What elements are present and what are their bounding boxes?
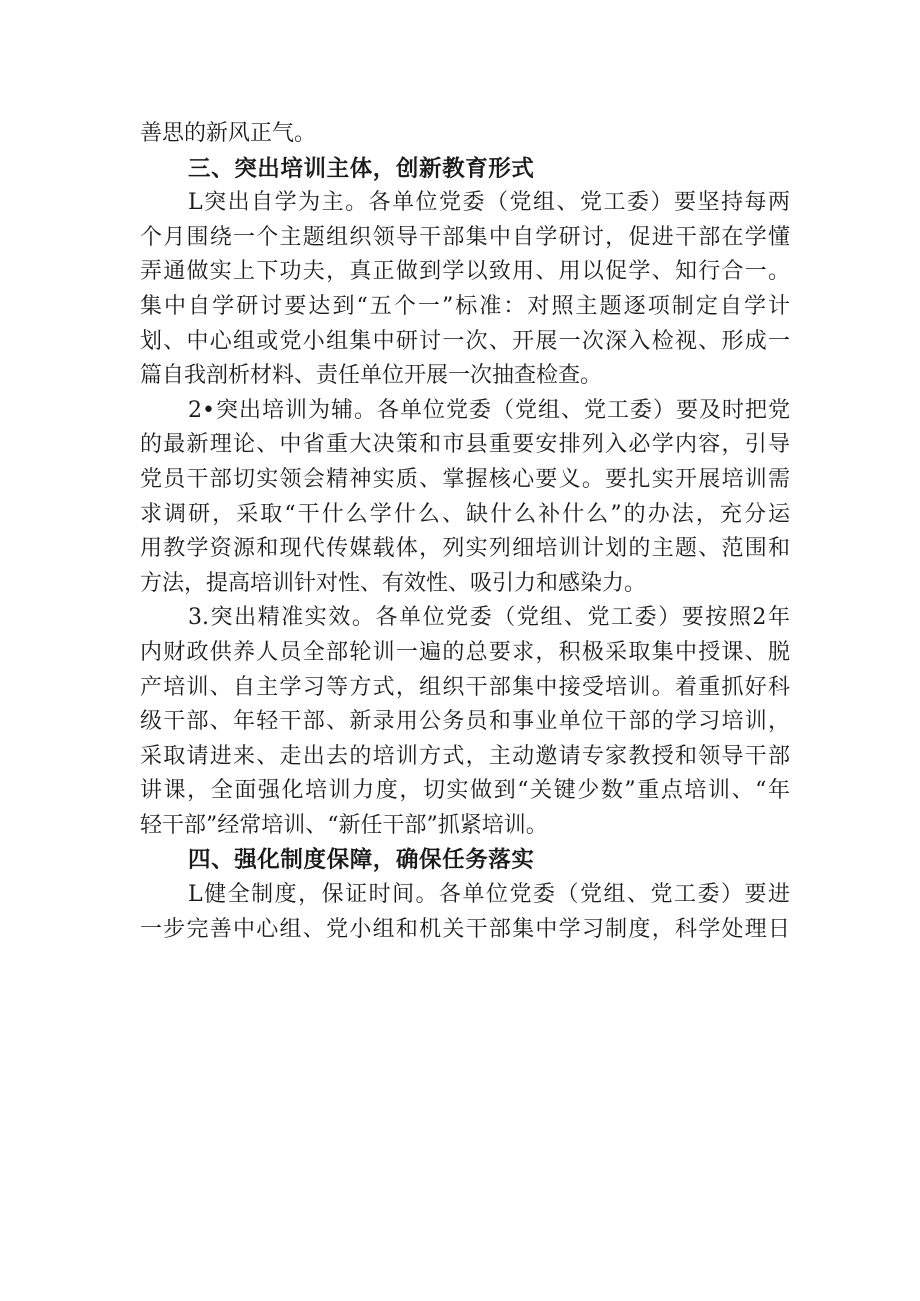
paragraph-line: 个月围绕一个主题组织领导干部集中自学研讨，促进干部在学懂 (140, 224, 790, 250)
paragraph-line: 方法，提高培训针对性、有效性、吸引力和感染力。 (140, 570, 647, 596)
paragraph-line: L突出自学为主。各单位党委（党组、党工委）要坚持每两 (188, 190, 790, 216)
paragraph-line: 篇自我剖析材料、责任单位开展一次抽查检查。 (140, 363, 603, 389)
paragraph-end-line: 善思的新风正气。 (140, 121, 317, 146)
paragraph-line: 轻干部”经常培训、“新任干部”抓紧培训。 (140, 812, 548, 838)
paragraph-line: 党员干部切实领会精神实质、掌握核心要义。要扎实开展培训需 (140, 466, 790, 492)
paragraph-line: 产培训、自主学习等方式，组织干部集中接受培训。着重抓好科 (140, 674, 790, 700)
section-heading-3: 三、突出培训主体，创新教育形式 (188, 155, 535, 182)
section-heading-4: 四、强化制度保障，确保任务落实 (188, 847, 535, 874)
paragraph-line: 内财政供养人员全部轮训一遍的总要求，积极采取集中授课、脱 (140, 639, 790, 665)
paragraph-line: 3.突出精准实效。各单位党委（党组、党工委）要按照2年 (188, 605, 790, 631)
paragraph-line: 讲课，全面强化培训力度，切实做到“关键少数”重点培训、“年 (140, 778, 790, 804)
paragraph-line: L健全制度，保证时间。各单位党委（党组、党工委）要进 (188, 882, 790, 908)
paragraph-line: 求调研，采取“干什么学什么、缺什么补什么”的办法，充分运 (140, 501, 790, 527)
paragraph-line: 的最新理论、中省重大决策和市县重要安排列入必学内容，引导 (140, 432, 790, 458)
paragraph-line: 划、中心组或党小组集中研讨一次、开展一次深入检视、形成一 (140, 328, 790, 354)
paragraph-line: 用教学资源和现代传媒载体，列实列细培训计划的主题、范围和 (140, 536, 790, 562)
paragraph-line: 弄通做实上下功夫，真正做到学以致用、用以促学、知行合一。 (140, 259, 790, 285)
document-body (140, 117, 790, 947)
paragraph-line: 2•突出培训为辅。各单位党委（党组、党工委）要及时把党 (188, 397, 790, 423)
paragraph-line: 级干部、年轻干部、新录用公务员和事业单位干部的学习培训， (140, 709, 790, 735)
paragraph-line: 采取请进来、走出去的培训方式，主动邀请专家教授和领导干部 (140, 743, 790, 769)
paragraph-line: 集中自学研讨要达到“五个一”标准：对照主题逐项制定自学计 (140, 293, 790, 319)
paragraph-line: 一步完善中心组、党小组和机关干部集中学习制度，科学处理日 (140, 916, 790, 942)
